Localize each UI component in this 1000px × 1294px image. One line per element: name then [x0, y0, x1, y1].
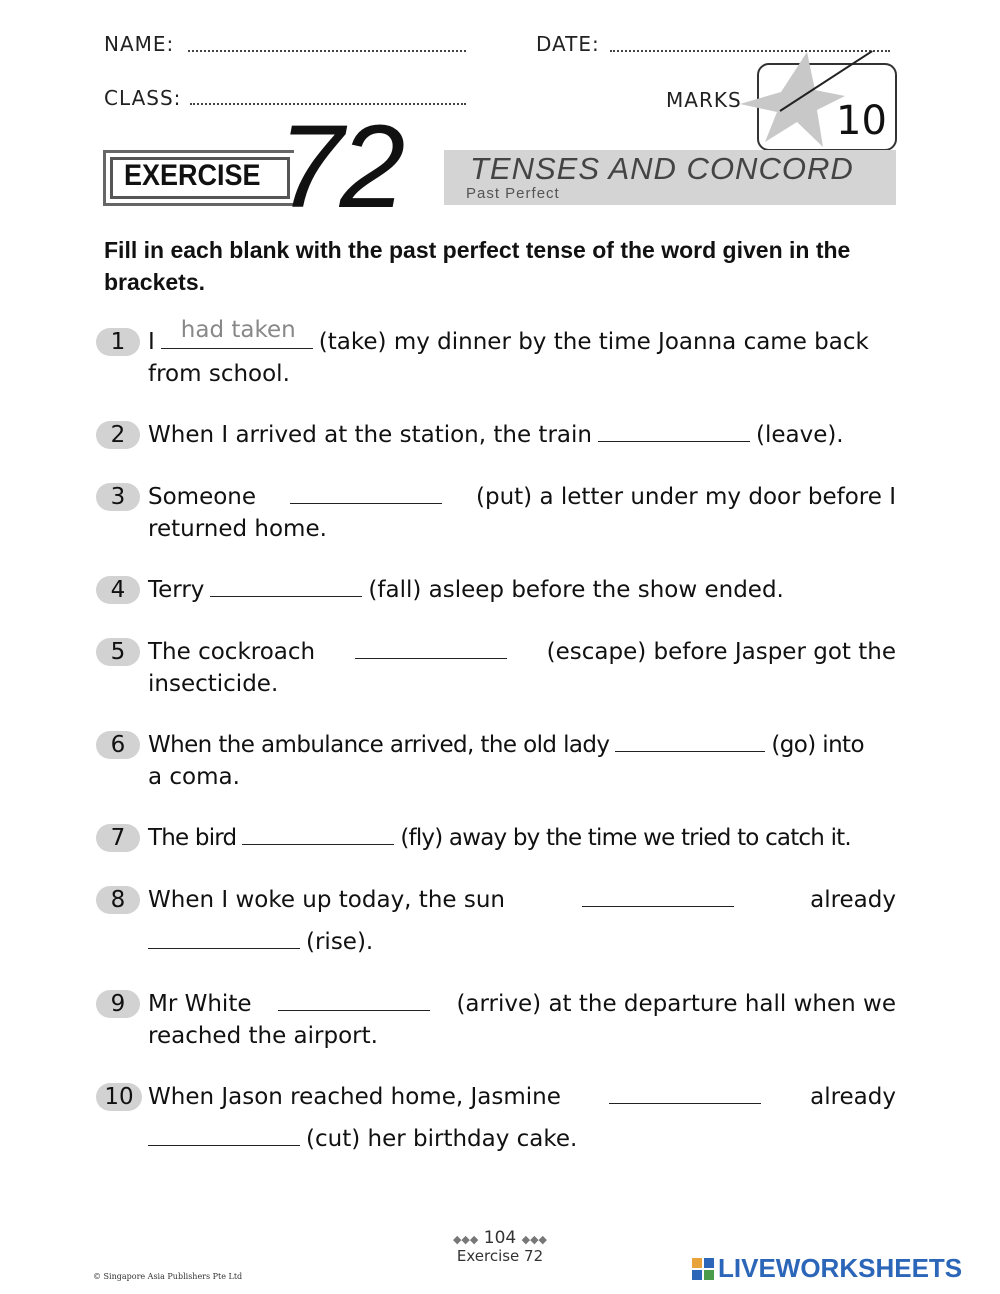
brand-text: LIVEWORKSHEETS	[718, 1253, 963, 1283]
question-number: 9	[96, 990, 140, 1018]
question-text: Someone	[148, 484, 257, 510]
question-text: from school.	[148, 361, 290, 387]
question-line	[148, 419, 844, 451]
question-line	[148, 1081, 896, 1113]
question-line	[142, 926, 373, 958]
question-text: already	[810, 887, 896, 913]
question-number: 5	[96, 638, 140, 666]
star-icon	[735, 52, 845, 147]
question-text: When the ambulance arrived, the old lady	[148, 732, 610, 758]
answer-blank[interactable]	[148, 1123, 300, 1146]
question-text: Mr White	[148, 991, 252, 1017]
question-text: (go) into	[771, 732, 864, 758]
question-text: When I woke up today, the sun	[148, 887, 505, 913]
liveworksheets-logo[interactable]	[692, 1253, 962, 1284]
page-number	[440, 1228, 560, 1248]
marks-label: MARKS	[666, 88, 742, 112]
question-text: The cockroach	[148, 639, 316, 665]
date-label: DATE:	[536, 32, 600, 56]
exercise-subtitle: Past Perfect	[466, 185, 560, 202]
question-text: (put) a letter under my door before I	[476, 484, 896, 510]
question-text: Terry	[148, 577, 205, 603]
copyright-text: © Singapore Asia Publishers Pte Ltd	[93, 1272, 243, 1281]
answer-blank[interactable]	[148, 926, 300, 949]
question-text: I	[148, 329, 155, 355]
answer-blank[interactable]	[161, 317, 313, 349]
question-line	[148, 884, 896, 916]
instruction: Fill in each blank with the past perfect tense of the word given in the brackets.	[104, 237, 851, 295]
diamond-ornament-icon: ◆◆◆	[452, 1233, 479, 1246]
question-text: insecticide.	[148, 671, 279, 697]
exercise-label: EXERCISE	[124, 158, 261, 192]
answer-blank[interactable]	[355, 636, 507, 659]
name-field[interactable]	[188, 50, 466, 52]
question-line	[148, 988, 896, 1020]
question-line	[148, 729, 864, 761]
class-label: CLASS:	[104, 86, 182, 110]
question-line	[148, 317, 869, 358]
question-number: 2	[96, 421, 140, 449]
name-label: NAME:	[104, 32, 175, 56]
question-text: (arrive) at the departure hall when we	[456, 991, 896, 1017]
diamond-ornament-icon: ◆◆◆	[521, 1233, 548, 1246]
question-text: (cut) her birthday cake.	[306, 1126, 578, 1152]
question-text: (escape) before Jasper got the	[546, 639, 896, 665]
question-text: When I arrived at the station, the train	[148, 422, 592, 448]
question-line	[148, 822, 851, 854]
question-text: (fly) away by the time we tried to catch it.	[400, 825, 851, 851]
question-text: When Jason reached home, Jasmine	[148, 1084, 561, 1110]
question-number: 10	[96, 1083, 142, 1111]
question-number: 1	[96, 328, 140, 356]
question-text: already	[810, 1084, 896, 1110]
question-number: 8	[96, 886, 140, 914]
question-text: (rise).	[306, 929, 374, 955]
exercise-title: TENSES AND CONCORD	[470, 151, 854, 186]
answer-blank[interactable]	[210, 574, 362, 597]
question-text: (leave).	[755, 422, 844, 448]
answer-text: had taken	[180, 317, 296, 343]
question-text: (fall) asleep before the show ended.	[368, 577, 784, 603]
cubes-icon	[692, 1258, 714, 1280]
question-number: 4	[96, 576, 140, 604]
question-number: 6	[96, 731, 140, 759]
answer-blank[interactable]	[278, 988, 430, 1011]
answer-blank[interactable]	[615, 729, 765, 752]
question-text: reached the airport.	[148, 1023, 378, 1049]
answer-blank[interactable]	[609, 1081, 761, 1104]
question-line	[148, 481, 896, 513]
answer-blank[interactable]	[598, 419, 750, 442]
question-text: (take) my dinner by the time Joanna came back	[318, 329, 869, 355]
answer-blank[interactable]	[582, 884, 734, 907]
footer-exercise-label: Exercise 72	[456, 1247, 544, 1265]
question-number: 3	[96, 483, 140, 511]
question-number: 7	[96, 824, 140, 852]
question-line	[148, 636, 896, 668]
answer-blank[interactable]	[290, 481, 442, 504]
page-number-value: 104	[483, 1228, 517, 1248]
question-text: returned home.	[148, 516, 327, 542]
exercise-number: 72	[278, 101, 402, 233]
question-line	[142, 1123, 577, 1155]
question-text: a coma.	[148, 764, 240, 790]
question-line	[148, 574, 784, 606]
marks-total: 10	[836, 98, 887, 144]
answer-blank[interactable]	[242, 822, 394, 845]
question-text: The bird	[148, 825, 237, 851]
